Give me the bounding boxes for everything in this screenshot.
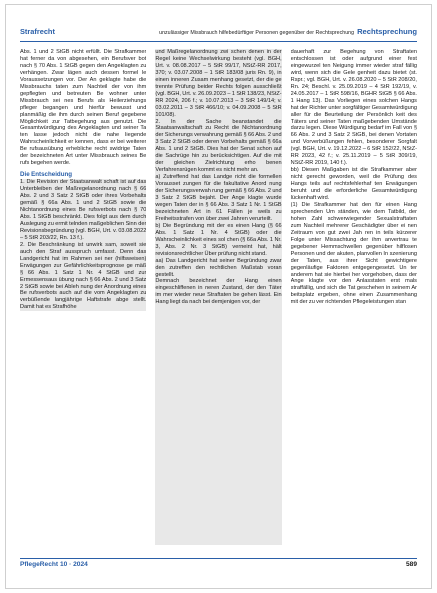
paragraph: Demnach bezeichnet der Hang einen eingeschliffenen in neren Zustand, der den Täter im mer wieder neue Straftaten be gehen lässt. Ein Hang liegt da nach bei demjenigen vor, der — [155, 278, 282, 306]
page-header — [20, 27, 417, 41]
section-heading: Die Entscheidung — [20, 171, 73, 179]
header-rule — [20, 41, 417, 42]
paragraph: bb) Diesen Maßgaben ist die Strafkammer aber nicht gerecht geworden, weil die Prüfung des Hangs teils auf rechtsfehlerhaf ten Erwägungen beruht und die erforderliche Gesamtwürdigung lückenhaft wird. — [290, 167, 417, 202]
rubric-label: Rechtsprechung — [357, 27, 417, 36]
footer-rule — [20, 558, 417, 559]
paragraph: (1) Die Strafkammer hat den für einen Hang sprechenden Um ständen, wie dem Tatbild, der hohen Zahl schwerwiegender Sexualstraftaten zum Nachteil mehrerer Geschädigter über ei nen Zeitraum von gut zwei Jah ren in teils kürzerer Folge unter Missachtung der ihm anvertrau te gegebener Hemmschwellen gegenüber hilflosen Personen und der akuten, planvollen In szenierung der Taten, aus ihrer Sicht gewichtigere gegenläufige Faktoren entgegengesetzt. Un ter anderem hat sie hierbei her vorgehoben, dass der Ange klagte vor den Anlasstaten erst mals straffällig, und sich die Tat geschehen in seinem Ar beitsplatz ergeben, ohne einen Zusammenhang mit der zu ver richtenden Pflegeleistungen stan — [290, 201, 417, 306]
paragraph: a) Zutreffend hat das Landge richt die formellen Vorausset zungen für die fakultative Anord nung der Sicherungsverwah rung gemäß § 66 Abs. 2 und 3 Satz 2 StGB bejaht. Der Ange klagte wurde wegen Taten der in § 66 Abs. 3 Satz 1 Nr. 1 StGB bezeichneten Art in 61 Fällen je weils zu Freiheitsstrafen von über zwei Jahren verurteilt. — [155, 174, 282, 222]
running-title: unzulässiger Missbrauch hilfebedürftiger Personen gegenüber der Rechtsprechung — [159, 30, 355, 36]
page-footer — [20, 561, 417, 573]
column-1 — [20, 49, 146, 545]
column-3 — [291, 49, 417, 545]
paragraph: b) Die Begründung mit der es einen Hang (§ 66 Abs. 1 Satz 1 Nr. 4 StGB) oder die Wahrscheinlichkeit eines sol chen (§ 66a Abs. 1 Nr. 3, Abs. 2 Nr. 3 StGB) verneint hat, hält revisionsrechtlicher Über prüfung nicht stand. — [155, 222, 282, 257]
paragraph: Abs. 1 und 2 StGB nicht erfüllt. Die Strafkammer hat ferner da von abgesehen, ein Berufsver bot nach § 70 Abs. 1 StGB gegen den Angeklagten zu verhängen. Zwar lägen auch dessen formel le Voraussetzungen vor. Der An geklagte habe die Missbrauchs taten zum Nachteil der von ihm gepflegten und betreuten Be wohner unter Missbrauch sei nes Berufs als Heilerziehungs pfleger begangen und hierfür bewusst und planmäßig die ihm durch seinen Beruf gegebene Möglichkeit zur Tatbegehung aus genutzt. Die Gesamtwürdigung des Angeklagten und seiner Ta ten lasse jedoch nicht die nahe liegende Wahrscheinlichkeit er kennen, dass er bei weiterer Be rufsausübung erhebliche recht swidrige Taten der bezeichneten Art unter Missbrauch seines Be rufs begehen werde. — [20, 49, 147, 167]
paragraph: dauerhaft zur Begehung von Straftaten entschlossen ist oder aufgrund einer fest eingewurzel ten Neigung immer wieder straf fällig wird, wenn sich die Gele genheit dazu bietet (st. Rspr.; vgl. BGH, Urt. v. 26.08.2020 – 5 StR 208/20, Rn. 24; Beschl. v. 25.09.2019 – 4 StR 192/19, v. 24.05.2017 – 1 StR 598/16, BGHR StGB § 66 Abs. 1 Hang 13). Das Vorliegen eines solchen Hangs hat der Richter unter sorgfältiger Gesamtwürdigung aller für die Beurteilung der Persönlich keit des Täters und seiner Taten maßgebenden Umstände darzu legen. Diese Würdigung bedarf im Fall von § 66 Abs. 2 und 3 Satz 2 StGB, bei denen Vortaten und Vorverbüßungen fehlen, besonderer Sorgfalt (vgl. BGH, Urt. v. 19.12.2022 – 6 StR 152/22, NStZ-RR 2023, 42 f.; v. 25.11.2019 – 5 StR 309/19, NStZ-RR 2019, 140 f.). — [290, 49, 417, 167]
column-2 — [155, 49, 281, 545]
text-columns — [20, 49, 417, 545]
paragraph: und Maßregelanordnung zwi schen denen in der Regel keine Wechselwirkung besteht (vgl. BGH, Urt. v. 08.08.2017 – 5 StR 99/17, NStZ-RR 2017, 370; v. 03.07.2008 – 1 StR 183/08 juris Rn. 9), in einen inneren Zusam menhang gesetzt, der die ge trennte Prüfung beider Rechts folgen ausschließt (vgl. BGH, Urt. v. 26.09.2023 – 1 StR 138/23, NStZ-RR 2024, 206 f.; v. 10.07.2013 – 3 StR 149/14; v. 03.02.2011 – 3 StR 466/10; v. 04.09.2008 – 5 StR 101/08). — [155, 49, 282, 118]
paragraph: 2. In der Sache beanstandet die Staatsanwaltschaft zu Recht die Nichtanordnung der Sicherungs verwahrung gemäß § 66 Abs. 2 und 3 Satz 2 StGB oder deren Vorbehalts gemäß § 66a Abs. 1 und 2 StGB. Dies hat der Senat schon auf die Sachrüge hin zu berücksichtigen. Auf die mit der gleichen Zielrichtung erho benen Verfahrensrügen kommt es nicht mehr an. — [155, 118, 282, 174]
page-number: 589 — [405, 561, 417, 568]
paragraph: 2. Die Beschränkung ist unwirk sam, soweit sie auch den Straf ausspruch umfasst. Denn das Landgericht hat im Rahmen sei ner (hilfsweisen) Erwägungen zur Gefährlichkeitsprognose ge mäß § 66 Abs. 1 Satz 1 Nr. 4 StGB und zur Ermessensaus übung nach § 66 Abs. 2 und 3 Satz 2 StGB sowie bei Ableh nung der Anordnung eines Be rufsverbots auch auf die vom Angeklagten zu verbüßende langjährige Haftstrafe abge stellt. Damit hat es Strafhöhe — [20, 241, 147, 311]
section-label: Strafrecht — [20, 27, 55, 36]
paragraph: aa) Das Landgericht hat seiner Begründung zwar den zutreffen den rechtlichen Maßstab voran gestellt. — [155, 257, 282, 278]
paragraph: 1. Die Revision der Staatsanwalt schaft ist auf das Unterbleiben der Maßregelanordnung nach § 66 Abs. 2 und 3 Satz 2 StGB oder ihres Vorbehalts gemäß § 66a Abs. 1 und 2 StGB sowie die Nichtanordnung eines Be rufsverbots nach § 70 Abs. 1 StGB beschränkt. Dies folgt aus dem durch Auslegung zu ermit telnden maßgeblichen Sinn der Revisionsbegründung (vgl. BGH, Urt. v. 03.08.2022 – 5 StR 203/22, Rn. 13 f.). — [20, 179, 147, 241]
journal-name: PflegeRecht 10 · 2024 — [20, 561, 88, 568]
